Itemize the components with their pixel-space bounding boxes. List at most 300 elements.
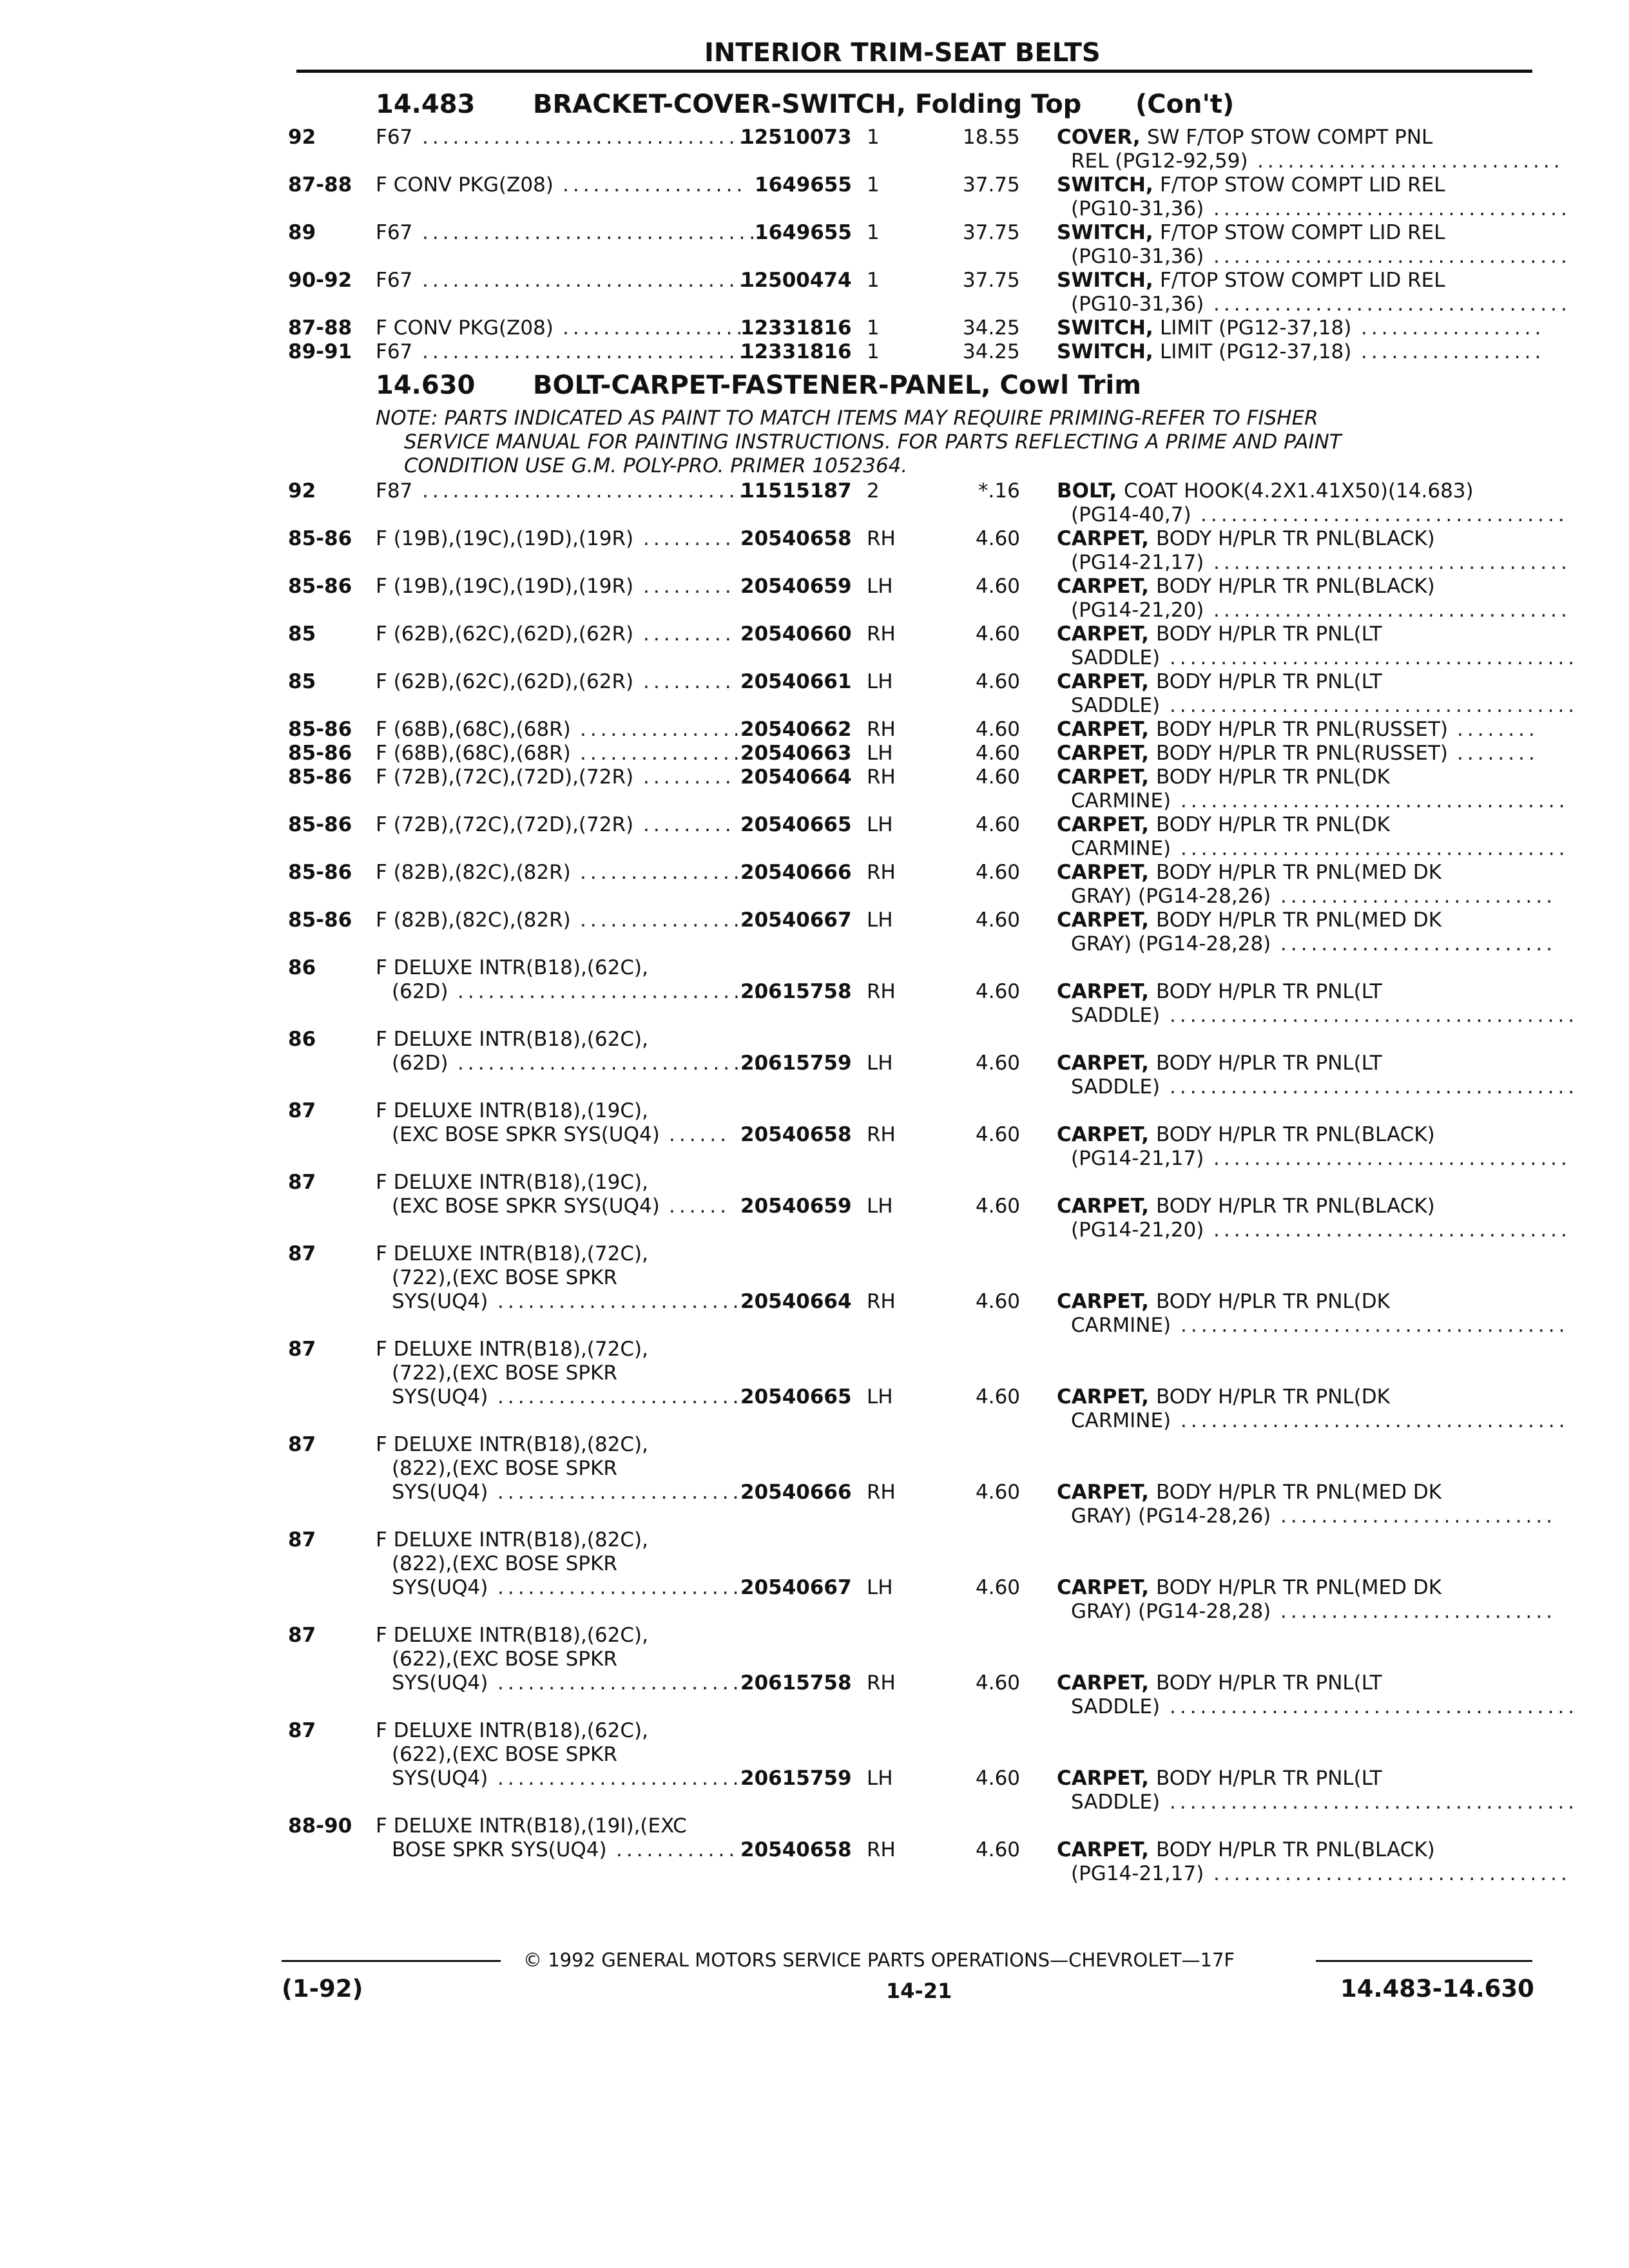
model-year: 88-90 — [288, 1814, 352, 1838]
detail-leader-dots: ........................................ — [1170, 1695, 1579, 1718]
detail-leader-dots: ................................... — [1213, 599, 1571, 622]
unit-price: 18.55 — [963, 126, 1020, 149]
part-name: SWITCH, — [1057, 316, 1153, 340]
unit-price: 4.60 — [976, 670, 1021, 693]
part-detail: SADDLE) — [1071, 694, 1161, 717]
part-number: 20540661 — [740, 670, 852, 693]
part-number: 20615759 — [740, 1767, 852, 1790]
part-name: CARPET, — [1057, 670, 1150, 693]
model-year: 86 — [288, 956, 316, 979]
section-note-line: SERVICE MANUAL FOR PAINTING INSTRUCTIONS. FOR PARTS REFLECTING A PRIME AND PAINT — [404, 430, 1342, 454]
model-year: 86 — [288, 1028, 316, 1051]
usage-description: F67 — [376, 221, 413, 244]
detail-leader-dots: ........................... — [1280, 932, 1557, 956]
unit-price: 37.75 — [963, 269, 1020, 292]
part-name: CARPET, — [1057, 908, 1150, 932]
detail-leader-dots: ................................... — [1213, 245, 1571, 268]
usage-leader-dots: .................. — [563, 173, 747, 197]
detail-leader-dots: .............................. — [1257, 149, 1564, 173]
usage-leader-dots: .................................. — [422, 126, 770, 149]
copyright-line: © 1992 GENERAL MOTORS SERVICE PARTS OPERATIONS—CHEVROLET—17F — [523, 1949, 1235, 1971]
part-number: 20540665 — [740, 813, 852, 836]
part-detail: BODY H/PLR TR PNL(MED DK — [1156, 1481, 1442, 1504]
usage-description: F DELUXE INTR(B18),(19C), — [376, 1099, 648, 1122]
usage-leader-dots: ......................... — [497, 1481, 753, 1504]
part-number: 20615758 — [740, 1671, 852, 1695]
model-year: 87 — [288, 1433, 316, 1456]
model-year: 85-86 — [288, 908, 352, 932]
part-detail: LIMIT (PG12-37,18) — [1160, 316, 1352, 340]
section-suffix: (Con't) — [1135, 90, 1235, 119]
part-name: COVER, — [1057, 126, 1141, 149]
unit-price: 4.60 — [976, 1123, 1021, 1146]
unit-price: 4.60 — [976, 527, 1021, 550]
part-name: CARPET, — [1057, 1052, 1150, 1075]
unit-price: 4.60 — [976, 813, 1021, 836]
part-name: SWITCH, — [1057, 340, 1153, 363]
part-detail: BODY H/PLR TR PNL(LT — [1156, 980, 1382, 1003]
detail-leader-dots: .................................... — [1200, 503, 1568, 526]
part-detail: SADDLE) — [1071, 1791, 1161, 1814]
usage-leader-dots: .................. — [563, 316, 747, 340]
usage-description: (622),(EXC BOSE SPKR — [392, 1648, 617, 1671]
usage-description: F (62B),(62C),(62D),(62R) — [376, 670, 634, 693]
part-number: 20540660 — [740, 622, 852, 646]
part-number: 12500474 — [740, 269, 852, 292]
unit-price: 4.60 — [976, 622, 1021, 646]
usage-description: F DELUXE INTR(B18),(82C), — [376, 1528, 648, 1552]
detail-leader-dots: ........................................ — [1170, 694, 1579, 717]
section-number: 14.483 — [376, 90, 476, 119]
usage-description: (622),(EXC BOSE SPKR — [392, 1743, 617, 1766]
usage-leader-dots: ......... — [643, 622, 735, 646]
usage-description: F (68B),(68C),(68R) — [376, 718, 571, 741]
unit-price: 4.60 — [976, 980, 1021, 1003]
quantity: RH — [867, 861, 896, 884]
quantity: LH — [867, 575, 893, 598]
usage-leader-dots: ...... — [669, 1195, 731, 1218]
part-name: CARPET, — [1057, 1123, 1150, 1146]
detail-leader-dots: ................................... — [1213, 1147, 1571, 1170]
part-detail: (PG10-31,36) — [1071, 293, 1204, 316]
unit-price: 4.60 — [976, 1838, 1021, 1861]
model-year: 92 — [288, 126, 316, 149]
model-year: 87-88 — [288, 173, 352, 197]
usage-leader-dots: .............................. — [458, 980, 764, 1003]
part-detail: BODY H/PLR TR PNL(DK — [1156, 1290, 1390, 1313]
unit-price: 37.75 — [963, 173, 1020, 197]
usage-description: F DELUXE INTR(B18),(62C), — [376, 1719, 648, 1742]
unit-price: 4.60 — [976, 1385, 1021, 1408]
usage-leader-dots: ......... — [643, 765, 735, 789]
part-number: 20540658 — [740, 1123, 852, 1146]
part-name: SWITCH, — [1057, 221, 1153, 244]
unit-price: 4.60 — [976, 1481, 1021, 1504]
usage-leader-dots: ......................... — [497, 1576, 753, 1599]
part-name: CARPET, — [1057, 575, 1150, 598]
usage-description: F (62B),(62C),(62D),(62R) — [376, 622, 634, 646]
footer-rule-left — [282, 1960, 501, 1962]
model-year: 87 — [288, 1528, 316, 1552]
usage-description: F DELUXE INTR(B18),(62C), — [376, 1028, 648, 1051]
model-year: 85-86 — [288, 742, 352, 765]
detail-leader-dots: ........................................ — [1170, 1075, 1579, 1099]
usage-description: F (82B),(82C),(82R) — [376, 861, 571, 884]
usage-leader-dots: ......... — [643, 813, 735, 836]
model-year: 85 — [288, 670, 316, 693]
usage-description: SYS(UQ4) — [392, 1767, 488, 1790]
model-year: 92 — [288, 479, 316, 503]
usage-description: (722),(EXC BOSE SPKR — [392, 1266, 617, 1289]
usage-description: F DELUXE INTR(B18),(19I),(EXC — [376, 1814, 687, 1838]
detail-leader-dots: ........................................ — [1170, 646, 1579, 669]
part-number: 12331816 — [740, 316, 852, 340]
usage-leader-dots: ......... — [643, 575, 735, 598]
part-name: CARPET, — [1057, 527, 1150, 550]
part-detail: (PG10-31,36) — [1071, 197, 1204, 220]
usage-description: F DELUXE INTR(B18),(19C), — [376, 1171, 648, 1194]
part-number: 20540664 — [740, 1290, 852, 1313]
part-detail: BODY H/PLR TR PNL(BLACK) — [1156, 1195, 1435, 1218]
part-detail: BODY H/PLR TR PNL(LT — [1156, 1767, 1382, 1790]
page-title: INTERIOR TRIM-SEAT BELTS — [704, 38, 1101, 68]
usage-leader-dots: ......................... — [497, 1385, 753, 1408]
part-number: 1649655 — [755, 173, 852, 197]
detail-leader-dots: ...................................... — [1181, 789, 1569, 812]
part-detail: SADDLE) — [1071, 1695, 1161, 1718]
model-year: 87 — [288, 1624, 316, 1647]
usage-description: F DELUXE INTR(B18),(72C), — [376, 1242, 648, 1265]
part-detail: CARMINE) — [1071, 1314, 1171, 1337]
part-detail: BODY H/PLR TR PNL(RUSSET) — [1156, 718, 1448, 741]
quantity: 1 — [867, 316, 880, 340]
part-name: CARPET, — [1057, 1576, 1150, 1599]
unit-price: 4.60 — [976, 765, 1021, 789]
unit-price: 4.60 — [976, 1195, 1021, 1218]
quantity: LH — [867, 742, 893, 765]
part-name: CARPET, — [1057, 742, 1150, 765]
usage-description: F DELUXE INTR(B18),(72C), — [376, 1338, 648, 1361]
part-detail: GRAY) (PG14-28,26) — [1071, 1504, 1271, 1528]
part-number: 20540658 — [740, 527, 852, 550]
usage-description: F DELUXE INTR(B18),(62C), — [376, 1624, 648, 1647]
part-number: 20540666 — [740, 861, 852, 884]
unit-price: 34.25 — [963, 340, 1020, 363]
part-detail: BODY H/PLR TR PNL(BLACK) — [1156, 575, 1435, 598]
part-detail: BODY H/PLR TR PNL(LT — [1156, 1052, 1382, 1075]
usage-description: SYS(UQ4) — [392, 1385, 488, 1408]
part-detail: CARMINE) — [1071, 1409, 1171, 1432]
part-detail: F/TOP STOW COMPT LID REL — [1160, 173, 1445, 197]
usage-leader-dots: ......................... — [497, 1290, 753, 1313]
part-number: 20540659 — [740, 575, 852, 598]
usage-description: F CONV PKG(Z08) — [376, 316, 554, 340]
usage-description: SYS(UQ4) — [392, 1671, 488, 1695]
part-detail: SADDLE) — [1071, 1075, 1161, 1099]
usage-description: (EXC BOSE SPKR SYS(UQ4) — [392, 1195, 660, 1218]
part-number: 11515187 — [740, 479, 852, 503]
part-number: 20540666 — [740, 1481, 852, 1504]
part-number: 20540659 — [740, 1195, 852, 1218]
model-year: 85-86 — [288, 527, 352, 550]
part-detail: LIMIT (PG12-37,18) — [1160, 340, 1352, 363]
part-number: 20540658 — [740, 1838, 852, 1861]
part-detail: GRAY) (PG14-28,28) — [1071, 932, 1271, 956]
quantity: LH — [867, 1052, 893, 1075]
usage-description: F CONV PKG(Z08) — [376, 173, 554, 197]
detail-leader-dots: ........................... — [1280, 1600, 1557, 1623]
part-number: 1649655 — [755, 221, 852, 244]
quantity: LH — [867, 1385, 893, 1408]
part-name: SWITCH, — [1057, 269, 1153, 292]
part-detail: BODY H/PLR TR PNL(DK — [1156, 765, 1390, 789]
part-detail: BODY H/PLR TR PNL(DK — [1156, 1385, 1390, 1408]
usage-leader-dots: ......................... — [497, 1767, 753, 1790]
model-year: 87-88 — [288, 316, 352, 340]
usage-description: SYS(UQ4) — [392, 1290, 488, 1313]
detail-leader-dots: .................. — [1361, 316, 1545, 340]
part-detail: BODY H/PLR TR PNL(LT — [1156, 622, 1382, 646]
quantity: 1 — [867, 126, 880, 149]
part-detail: SW F/TOP STOW COMPT PNL — [1147, 126, 1433, 149]
usage-description: (EXC BOSE SPKR SYS(UQ4) — [392, 1123, 660, 1146]
part-detail: (PG14-21,17) — [1071, 1862, 1204, 1885]
part-detail: BODY H/PLR TR PNL(LT — [1156, 670, 1382, 693]
part-number: 20540662 — [740, 718, 852, 741]
unit-price: 4.60 — [976, 575, 1021, 598]
part-name: CARPET, — [1057, 1838, 1150, 1861]
detail-leader-dots: ................................... — [1213, 1218, 1571, 1242]
footer-rule-right — [1316, 1960, 1532, 1962]
usage-leader-dots: ......... — [643, 670, 735, 693]
quantity: RH — [867, 980, 896, 1003]
quantity: LH — [867, 1576, 893, 1599]
usage-description: (822),(EXC BOSE SPKR — [392, 1457, 617, 1480]
quantity: RH — [867, 1838, 896, 1861]
part-name: CARPET, — [1057, 1767, 1150, 1790]
unit-price: *.16 — [978, 479, 1020, 503]
quantity: LH — [867, 908, 893, 932]
model-year: 85-86 — [288, 813, 352, 836]
detail-leader-dots: ........................... — [1280, 885, 1557, 908]
usage-description: F67 — [376, 126, 413, 149]
part-name: CARPET, — [1057, 1290, 1150, 1313]
detail-leader-dots: .................. — [1361, 340, 1545, 363]
usage-description: BOSE SPKR SYS(UQ4) — [392, 1838, 607, 1861]
part-name: CARPET, — [1057, 861, 1150, 884]
quantity: RH — [867, 527, 896, 550]
part-detail: F/TOP STOW COMPT LID REL — [1160, 221, 1445, 244]
part-detail: BODY H/PLR TR PNL(MED DK — [1156, 861, 1442, 884]
part-name: CARPET, — [1057, 980, 1150, 1003]
usage-leader-dots: .................................. — [422, 221, 770, 244]
quantity: LH — [867, 670, 893, 693]
part-detail: BODY H/PLR TR PNL(RUSSET) — [1156, 742, 1448, 765]
part-detail: (PG14-21,17) — [1071, 551, 1204, 574]
detail-leader-dots: ........................................ — [1170, 1004, 1579, 1027]
unit-price: 37.75 — [963, 221, 1020, 244]
unit-price: 34.25 — [963, 316, 1020, 340]
model-year: 89 — [288, 221, 316, 244]
quantity: 1 — [867, 221, 880, 244]
usage-leader-dots: ......................... — [497, 1671, 753, 1695]
part-detail: (PG14-21,20) — [1071, 599, 1204, 622]
quantity: RH — [867, 1123, 896, 1146]
quantity: RH — [867, 622, 896, 646]
model-year: 87 — [288, 1099, 316, 1122]
usage-description: F (19B),(19C),(19D),(19R) — [376, 575, 634, 598]
usage-description: (822),(EXC BOSE SPKR — [392, 1552, 617, 1575]
usage-description: F DELUXE INTR(B18),(82C), — [376, 1433, 648, 1456]
usage-leader-dots: .................................. — [422, 340, 770, 363]
detail-leader-dots: ................................... — [1213, 1862, 1571, 1885]
part-name: CARPET, — [1057, 622, 1150, 646]
usage-description: F (72B),(72C),(72D),(72R) — [376, 765, 634, 789]
usage-leader-dots: .................................. — [422, 479, 770, 503]
part-detail: GRAY) (PG14-28,28) — [1071, 1600, 1271, 1623]
part-detail: SADDLE) — [1071, 1004, 1161, 1027]
usage-description: F (68B),(68C),(68R) — [376, 742, 571, 765]
detail-leader-dots: ........ — [1457, 718, 1539, 741]
usage-leader-dots: ................ — [580, 742, 744, 765]
part-number: 20540667 — [740, 1576, 852, 1599]
detail-leader-dots: ........ — [1457, 742, 1539, 765]
part-detail: GRAY) (PG14-28,26) — [1071, 885, 1271, 908]
quantity: RH — [867, 1481, 896, 1504]
usage-description: (62D) — [392, 980, 448, 1003]
unit-price: 4.60 — [976, 1290, 1021, 1313]
part-detail: BODY H/PLR TR PNL(BLACK) — [1156, 1123, 1435, 1146]
part-detail: BODY H/PLR TR PNL(BLACK) — [1156, 1838, 1435, 1861]
section-title: BRACKET-COVER-SWITCH, Folding Top — [533, 90, 1082, 119]
part-name: CARPET, — [1057, 813, 1150, 836]
model-year: 85 — [288, 622, 316, 646]
part-name: BOLT, — [1057, 479, 1117, 503]
part-number: 20615759 — [740, 1052, 852, 1075]
model-year: 89-91 — [288, 340, 352, 363]
detail-leader-dots: ...................................... — [1181, 1314, 1569, 1337]
model-year: 85-86 — [288, 718, 352, 741]
detail-leader-dots: ........................................ — [1170, 1791, 1579, 1814]
detail-leader-dots: ................................... — [1213, 293, 1571, 316]
part-detail: SADDLE) — [1071, 646, 1161, 669]
part-number: 12510073 — [740, 126, 852, 149]
part-detail: BODY H/PLR TR PNL(DK — [1156, 813, 1390, 836]
usage-leader-dots: ................ — [580, 908, 744, 932]
usage-leader-dots: ................ — [580, 718, 744, 741]
part-number: 20540664 — [740, 765, 852, 789]
model-year: 85-86 — [288, 765, 352, 789]
usage-description: F (72B),(72C),(72D),(72R) — [376, 813, 634, 836]
detail-leader-dots: ........................... — [1280, 1504, 1557, 1528]
quantity: 1 — [867, 340, 880, 363]
model-year: 87 — [288, 1719, 316, 1742]
part-number: 12331816 — [740, 340, 852, 363]
quantity: LH — [867, 1767, 893, 1790]
usage-description: F (82B),(82C),(82R) — [376, 908, 571, 932]
part-detail: (PG14-21,20) — [1071, 1218, 1204, 1242]
usage-description: F DELUXE INTR(B18),(62C), — [376, 956, 648, 979]
unit-price: 4.60 — [976, 718, 1021, 741]
model-year: 85-86 — [288, 575, 352, 598]
quantity: RH — [867, 1671, 896, 1695]
usage-leader-dots: ......... — [643, 527, 735, 550]
unit-price: 4.60 — [976, 742, 1021, 765]
part-detail: BODY H/PLR TR PNL(BLACK) — [1156, 527, 1435, 550]
unit-price: 4.60 — [976, 1576, 1021, 1599]
usage-description: F87 — [376, 479, 413, 503]
usage-leader-dots: .............................. — [458, 1052, 764, 1075]
section-number: 14.630 — [376, 370, 476, 400]
part-number: 20540667 — [740, 908, 852, 932]
section-title: BOLT-CARPET-FASTENER-PANEL, Cowl Trim — [533, 370, 1141, 400]
detail-leader-dots: ...................................... — [1181, 837, 1569, 860]
detail-leader-dots: ................................... — [1213, 197, 1571, 220]
usage-description: (62D) — [392, 1052, 448, 1075]
part-detail: CARMINE) — [1071, 789, 1171, 812]
usage-leader-dots: ............ — [616, 1838, 739, 1861]
quantity: RH — [867, 765, 896, 789]
usage-description: F67 — [376, 340, 413, 363]
part-detail: CARMINE) — [1071, 837, 1171, 860]
part-detail: BODY H/PLR TR PNL(MED DK — [1156, 1576, 1442, 1599]
quantity: 2 — [867, 479, 880, 503]
model-year: 87 — [288, 1171, 316, 1194]
part-detail: F/TOP STOW COMPT LID REL — [1160, 269, 1445, 292]
usage-leader-dots: .................................. — [422, 269, 770, 292]
quantity: LH — [867, 813, 893, 836]
unit-price: 4.60 — [976, 1767, 1021, 1790]
part-name: CARPET, — [1057, 1385, 1150, 1408]
part-detail: BODY H/PLR TR PNL(LT — [1156, 1671, 1382, 1695]
usage-description: SYS(UQ4) — [392, 1576, 488, 1599]
detail-leader-dots: ................................... — [1213, 551, 1571, 574]
model-year: 90-92 — [288, 269, 352, 292]
part-detail: REL (PG12-92,59) — [1071, 149, 1248, 173]
usage-description: SYS(UQ4) — [392, 1481, 488, 1504]
unit-price: 4.60 — [976, 861, 1021, 884]
part-number: 20615758 — [740, 980, 852, 1003]
quantity: LH — [867, 1195, 893, 1218]
part-detail: (PG10-31,36) — [1071, 245, 1204, 268]
part-name: SWITCH, — [1057, 173, 1153, 197]
usage-description: F (19B),(19C),(19D),(19R) — [376, 527, 634, 550]
part-name: CARPET, — [1057, 1195, 1150, 1218]
part-detail: COAT HOOK(4.2X1.41X50)(14.683) — [1124, 479, 1474, 503]
section-note-line: NOTE: PARTS INDICATED AS PAINT TO MATCH ITEMS MAY REQUIRE PRIMING-REFER TO FISHER — [376, 407, 1318, 430]
item-range: 14.483-14.630 — [1340, 1975, 1534, 2003]
revision-date: (1-92) — [282, 1975, 363, 2003]
usage-description: (722),(EXC BOSE SPKR — [392, 1361, 617, 1385]
quantity: 1 — [867, 173, 880, 197]
quantity: 1 — [867, 269, 880, 292]
quantity: RH — [867, 1290, 896, 1313]
part-number: 20540663 — [740, 742, 852, 765]
part-detail: (PG14-21,17) — [1071, 1147, 1204, 1170]
model-year: 85-86 — [288, 861, 352, 884]
part-name: CARPET, — [1057, 718, 1150, 741]
model-year: 87 — [288, 1338, 316, 1361]
part-name: CARPET, — [1057, 765, 1150, 789]
model-year: 87 — [288, 1242, 316, 1265]
unit-price: 4.60 — [976, 1052, 1021, 1075]
detail-leader-dots: ...................................... — [1181, 1409, 1569, 1432]
usage-leader-dots: ................ — [580, 861, 744, 884]
part-detail: (PG14-40,7) — [1071, 503, 1191, 526]
usage-description: F67 — [376, 269, 413, 292]
part-name: CARPET, — [1057, 1671, 1150, 1695]
page-number: 14-21 — [886, 1979, 952, 2003]
